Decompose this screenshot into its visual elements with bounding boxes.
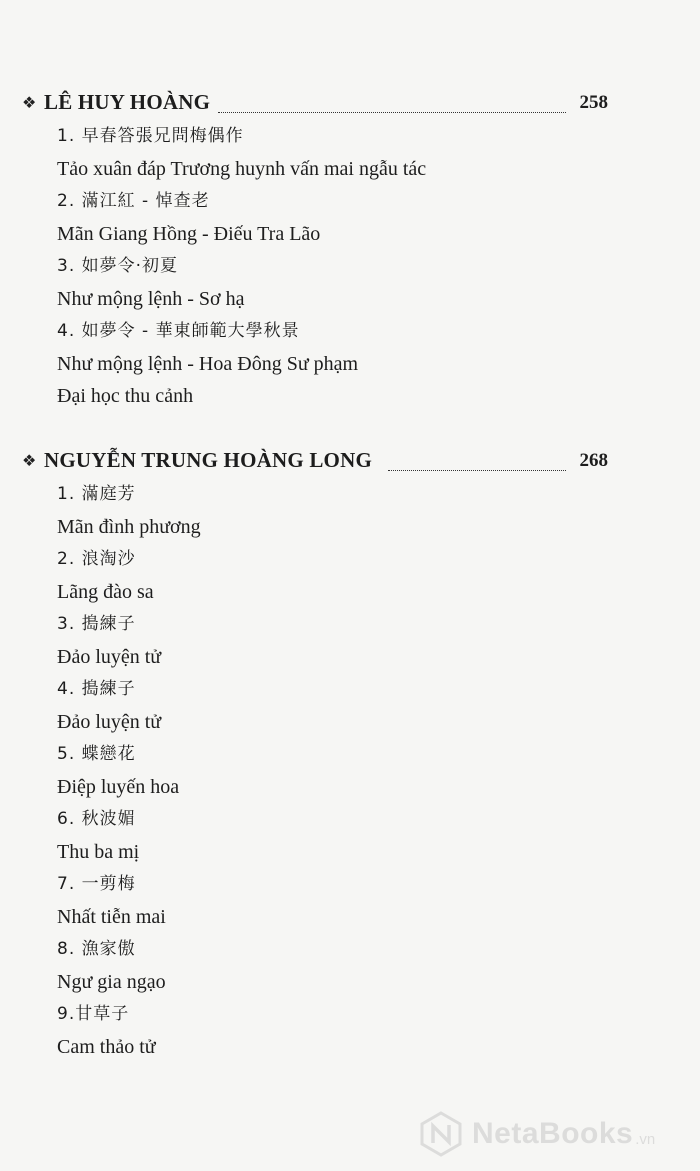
poem-title-vietnamese: Điệp luyến hoa (57, 775, 180, 798)
poem-title-chinese: 8. 漁家傲 (57, 939, 136, 959)
dot-leader (388, 470, 566, 471)
poem-title-chinese: 3. 如夢令·初夏 (57, 256, 179, 276)
author-name: LÊ HUY HOÀNG (44, 90, 211, 114)
section-heading (22, 90, 608, 120)
netabooks-logo-icon (418, 1111, 464, 1157)
poem-title-vietnamese: Nhất tiễn mai (57, 905, 166, 928)
netabooks-watermark (418, 1106, 688, 1162)
section-nguyen-trung-hoang-long (22, 448, 608, 1063)
poem-title-vietnamese: Tảo xuân đáp Trương huynh vấn mai ngẫu tác (57, 157, 427, 180)
poem-title-vietnamese: Mãn đình phương (57, 515, 201, 538)
section-le-huy-hoang (22, 90, 608, 413)
entry-list (57, 478, 608, 1063)
poem-title-chinese: 2. 滿江紅 - 悼查老 (57, 191, 210, 211)
poem-title-chinese: 9.甘草子 (57, 1004, 130, 1024)
poem-title-chinese: 7. 一剪梅 (57, 874, 136, 894)
section-heading (22, 448, 608, 478)
dot-leader (218, 112, 566, 113)
poem-title-vietnamese: Đảo luyện tử (57, 645, 162, 668)
poem-title-chinese: 3. 搗練子 (57, 614, 136, 634)
author-name: NGUYỄN TRUNG HOÀNG LONG (44, 448, 372, 472)
poem-title-vietnamese: Ngư gia ngạo (57, 970, 166, 993)
page-number: 268 (579, 450, 608, 471)
poem-title-chinese: 5. 蝶戀花 (57, 744, 136, 764)
poem-title-vietnamese: Mãn Giang Hồng - Điếu Tra Lão (57, 222, 321, 245)
poem-title-vietnamese: Đảo luyện tử (57, 710, 162, 733)
poem-title-chinese: 6. 秋波媚 (57, 809, 136, 829)
poem-title-vietnamese: Như mộng lệnh - Sơ hạ (57, 287, 245, 310)
entry-list (57, 120, 608, 413)
poem-title-vietnamese: Như mộng lệnh - Hoa Đông Sư phạm (57, 352, 359, 375)
poem-title-vietnamese: Cam thảo tử (57, 1035, 156, 1058)
poem-title-vietnamese: Lãng đào sa (57, 580, 154, 603)
poem-title-chinese: 4. 搗練子 (57, 679, 136, 699)
page-number: 258 (579, 92, 608, 113)
poem-title-chinese: 1. 早春答張兄問梅偶作 (57, 126, 244, 146)
poem-title-chinese: 1. 滿庭芳 (57, 484, 136, 504)
poem-title-vietnamese: Thu ba mị (57, 840, 140, 863)
diamond-bullet-icon: ❖ (22, 451, 37, 470)
poem-title-chinese: 4. 如夢令 - 華東師範大學秋景 (57, 321, 300, 341)
watermark-suffix: .vn (635, 1130, 656, 1148)
poem-title-vietnamese: Đại học thu cảnh (57, 385, 194, 407)
watermark-brand: NetaBooks (472, 1117, 634, 1150)
diamond-bullet-icon: ❖ (22, 93, 37, 112)
poem-title-chinese: 2. 浪淘沙 (57, 549, 136, 569)
